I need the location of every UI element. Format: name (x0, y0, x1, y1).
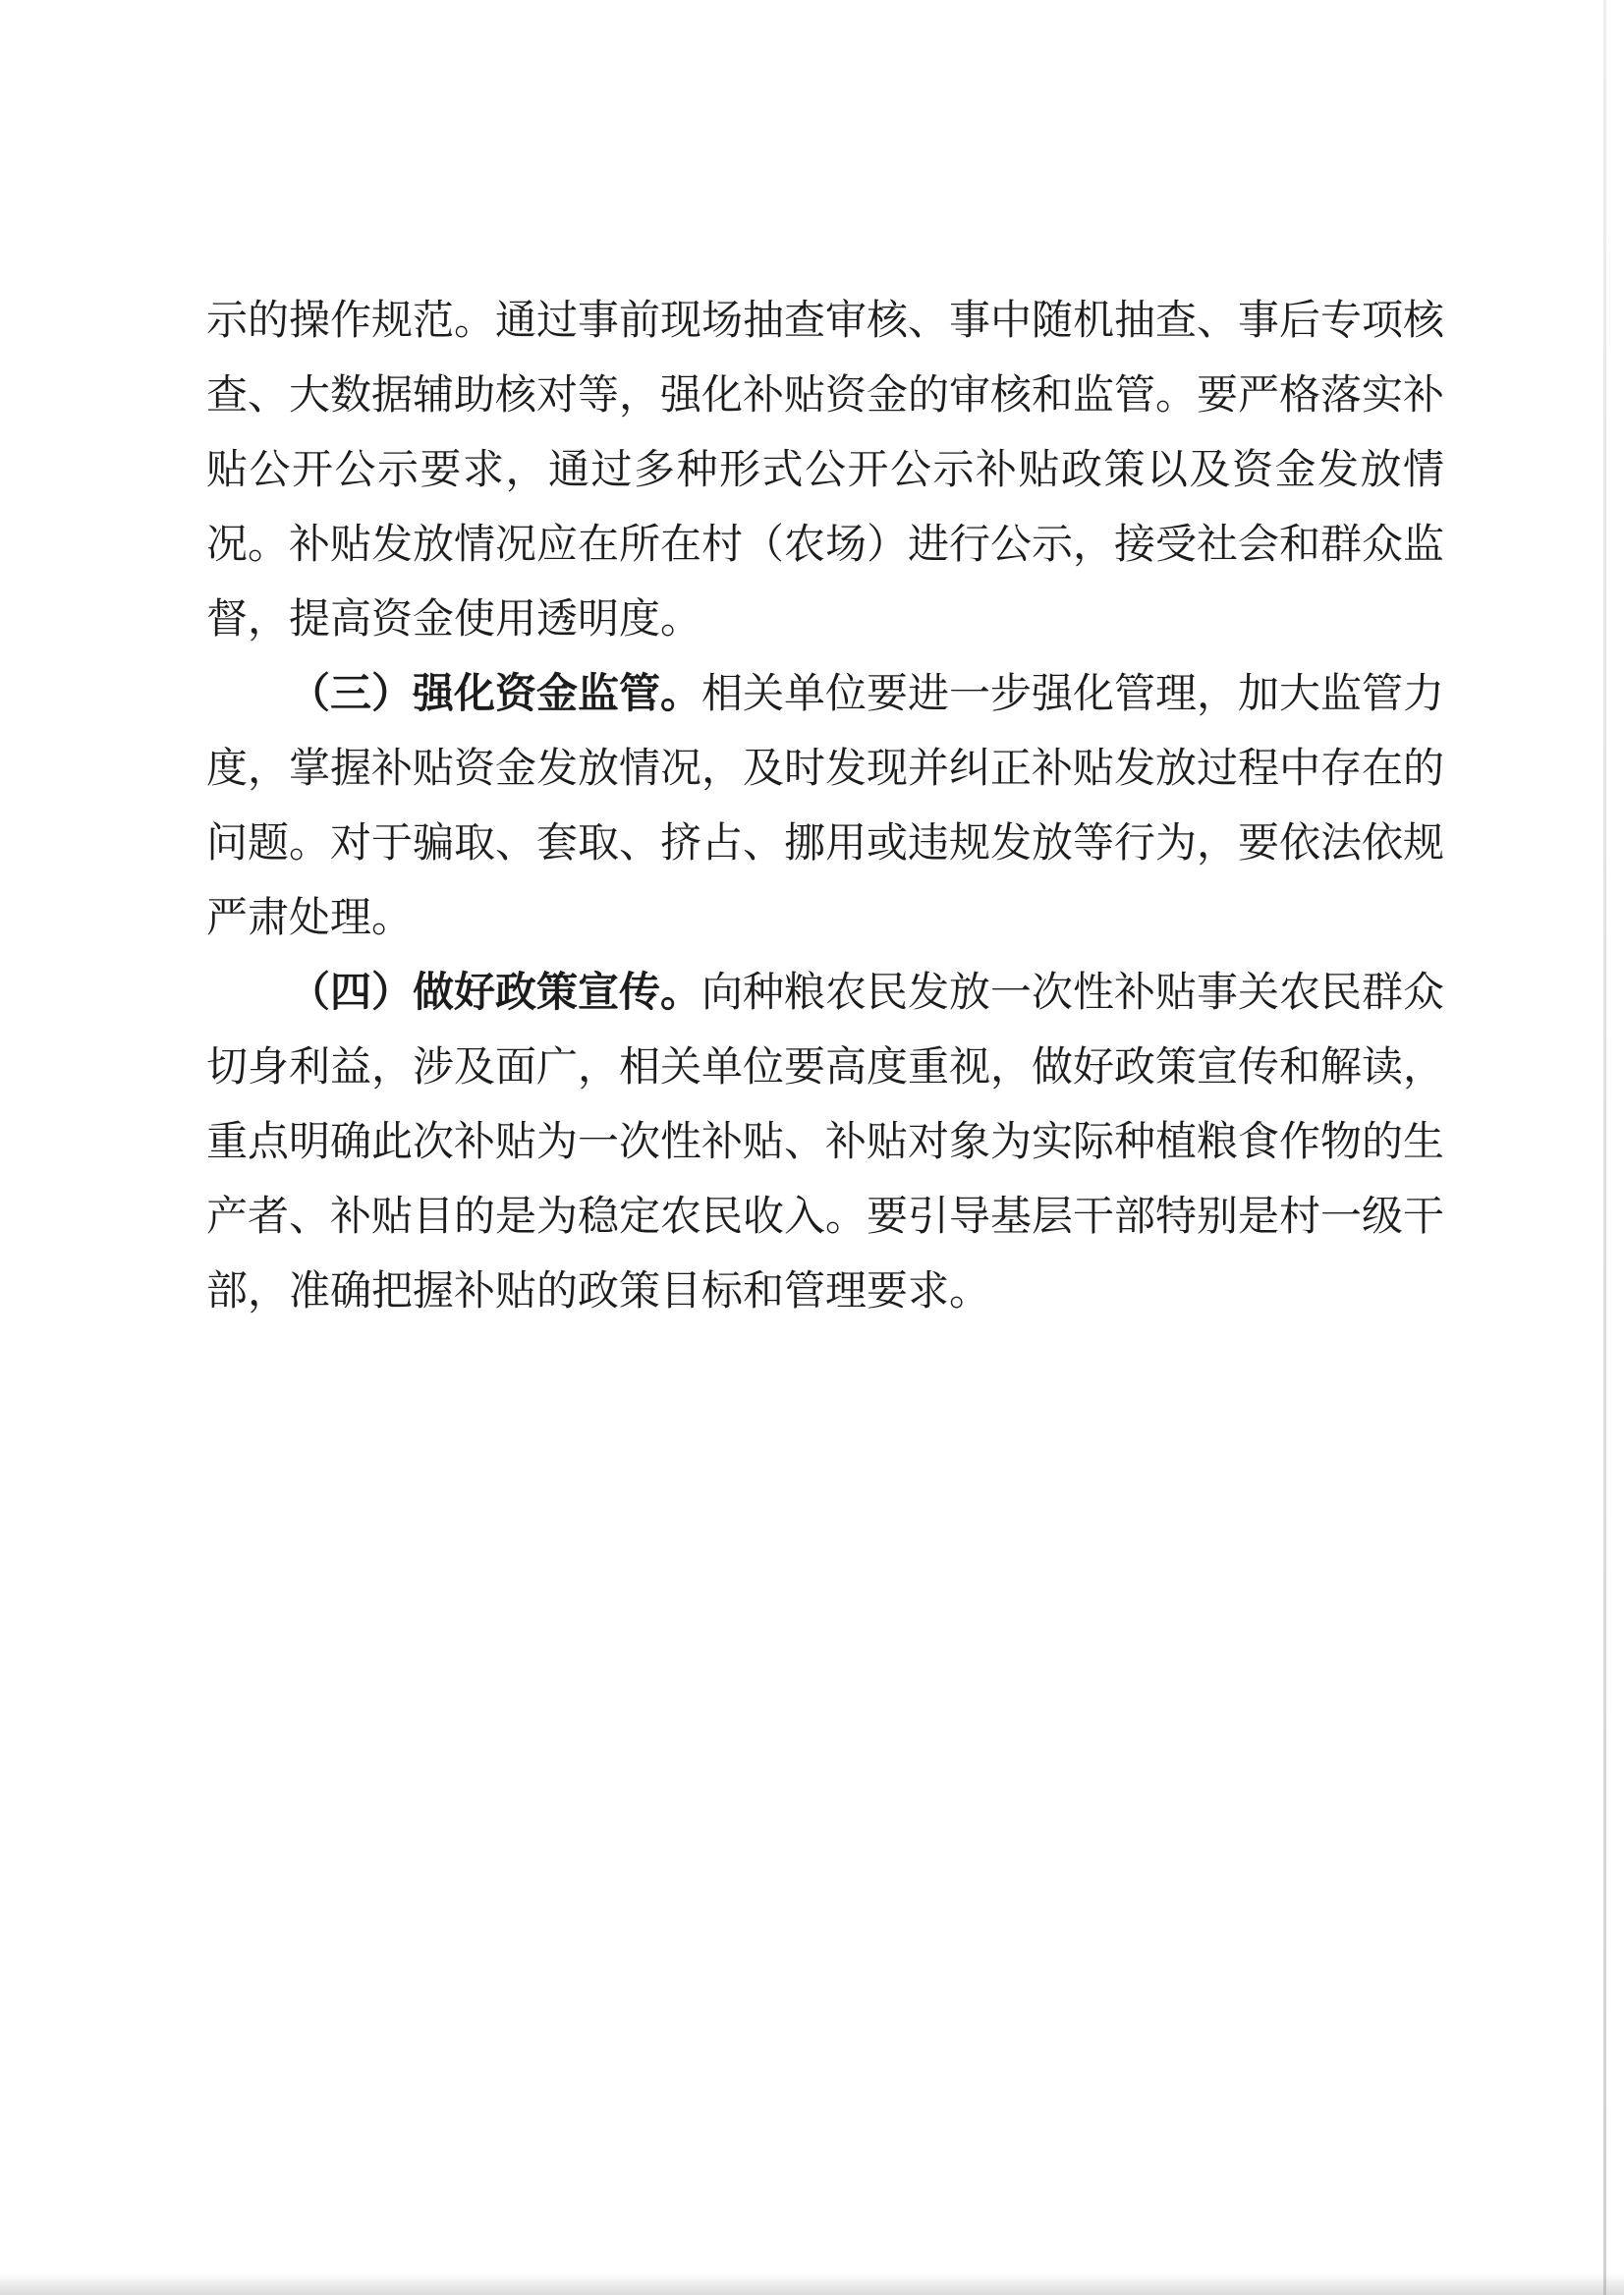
section-heading: （四）做好政策宣传。 (289, 968, 702, 1016)
paragraph-line: 相关单位要进一步强化管理，加大监管力 (701, 669, 1445, 717)
paragraph-line: 切身利益，涉及面广，相关单位要高度重视，做好政策宣传和解读， (206, 1042, 1445, 1091)
paragraph-line: 度，掌握补贴资金发放情况，及时发现并纠正补贴发放过程中存在的 (206, 744, 1445, 792)
paragraph-line: 督，提高资金使用透明度。 (206, 594, 702, 643)
paragraph-line: 部，准确把握补贴的政策目标和管理要求。 (206, 1266, 991, 1315)
paragraph-2 (206, 656, 1444, 955)
scan-edge-bottom (0, 2273, 1624, 2295)
paragraph-3 (206, 955, 1444, 1328)
scan-edge-right (1603, 0, 1606, 2295)
document-body (206, 283, 1444, 1328)
paragraph-line: 况。补贴发放情况应在所在村（农场）进行公示，接受社会和群众监 (206, 520, 1445, 568)
paragraph-line: 示的操作规范。通过事前现场抽查审核、事中随机抽查、事后专项核 (206, 296, 1445, 344)
paragraph-first-line (206, 656, 1444, 731)
paragraph-line: 严肃处理。 (206, 893, 414, 941)
paragraph-first-line (206, 955, 1444, 1030)
paragraph-line: 产者、补贴目的是为稳定农民收入。要引导基层干部特别是村一级干 (206, 1192, 1445, 1240)
paragraph-line: 重点明确此次补贴为一次性补贴、补贴对象为实际种植粮食作物的生 (206, 1117, 1445, 1165)
section-heading: （三）强化资金监管。 (289, 669, 702, 717)
paragraph-line: 贴公开公示要求，通过多种形式公开公示补贴政策以及资金发放情 (206, 445, 1444, 493)
paragraph-line: 问题。对于骗取、套取、挤占、挪用或违规发放等行为，要依法依规 (206, 818, 1445, 867)
paragraph-line: 查、大数据辅助核对等，强化补贴资金的审核和监管。要严格落实补 (206, 370, 1445, 419)
paragraph-line: 向种粮农民发放一次性补贴事关农民群众 (701, 968, 1445, 1016)
paragraph-1 (206, 283, 1444, 656)
